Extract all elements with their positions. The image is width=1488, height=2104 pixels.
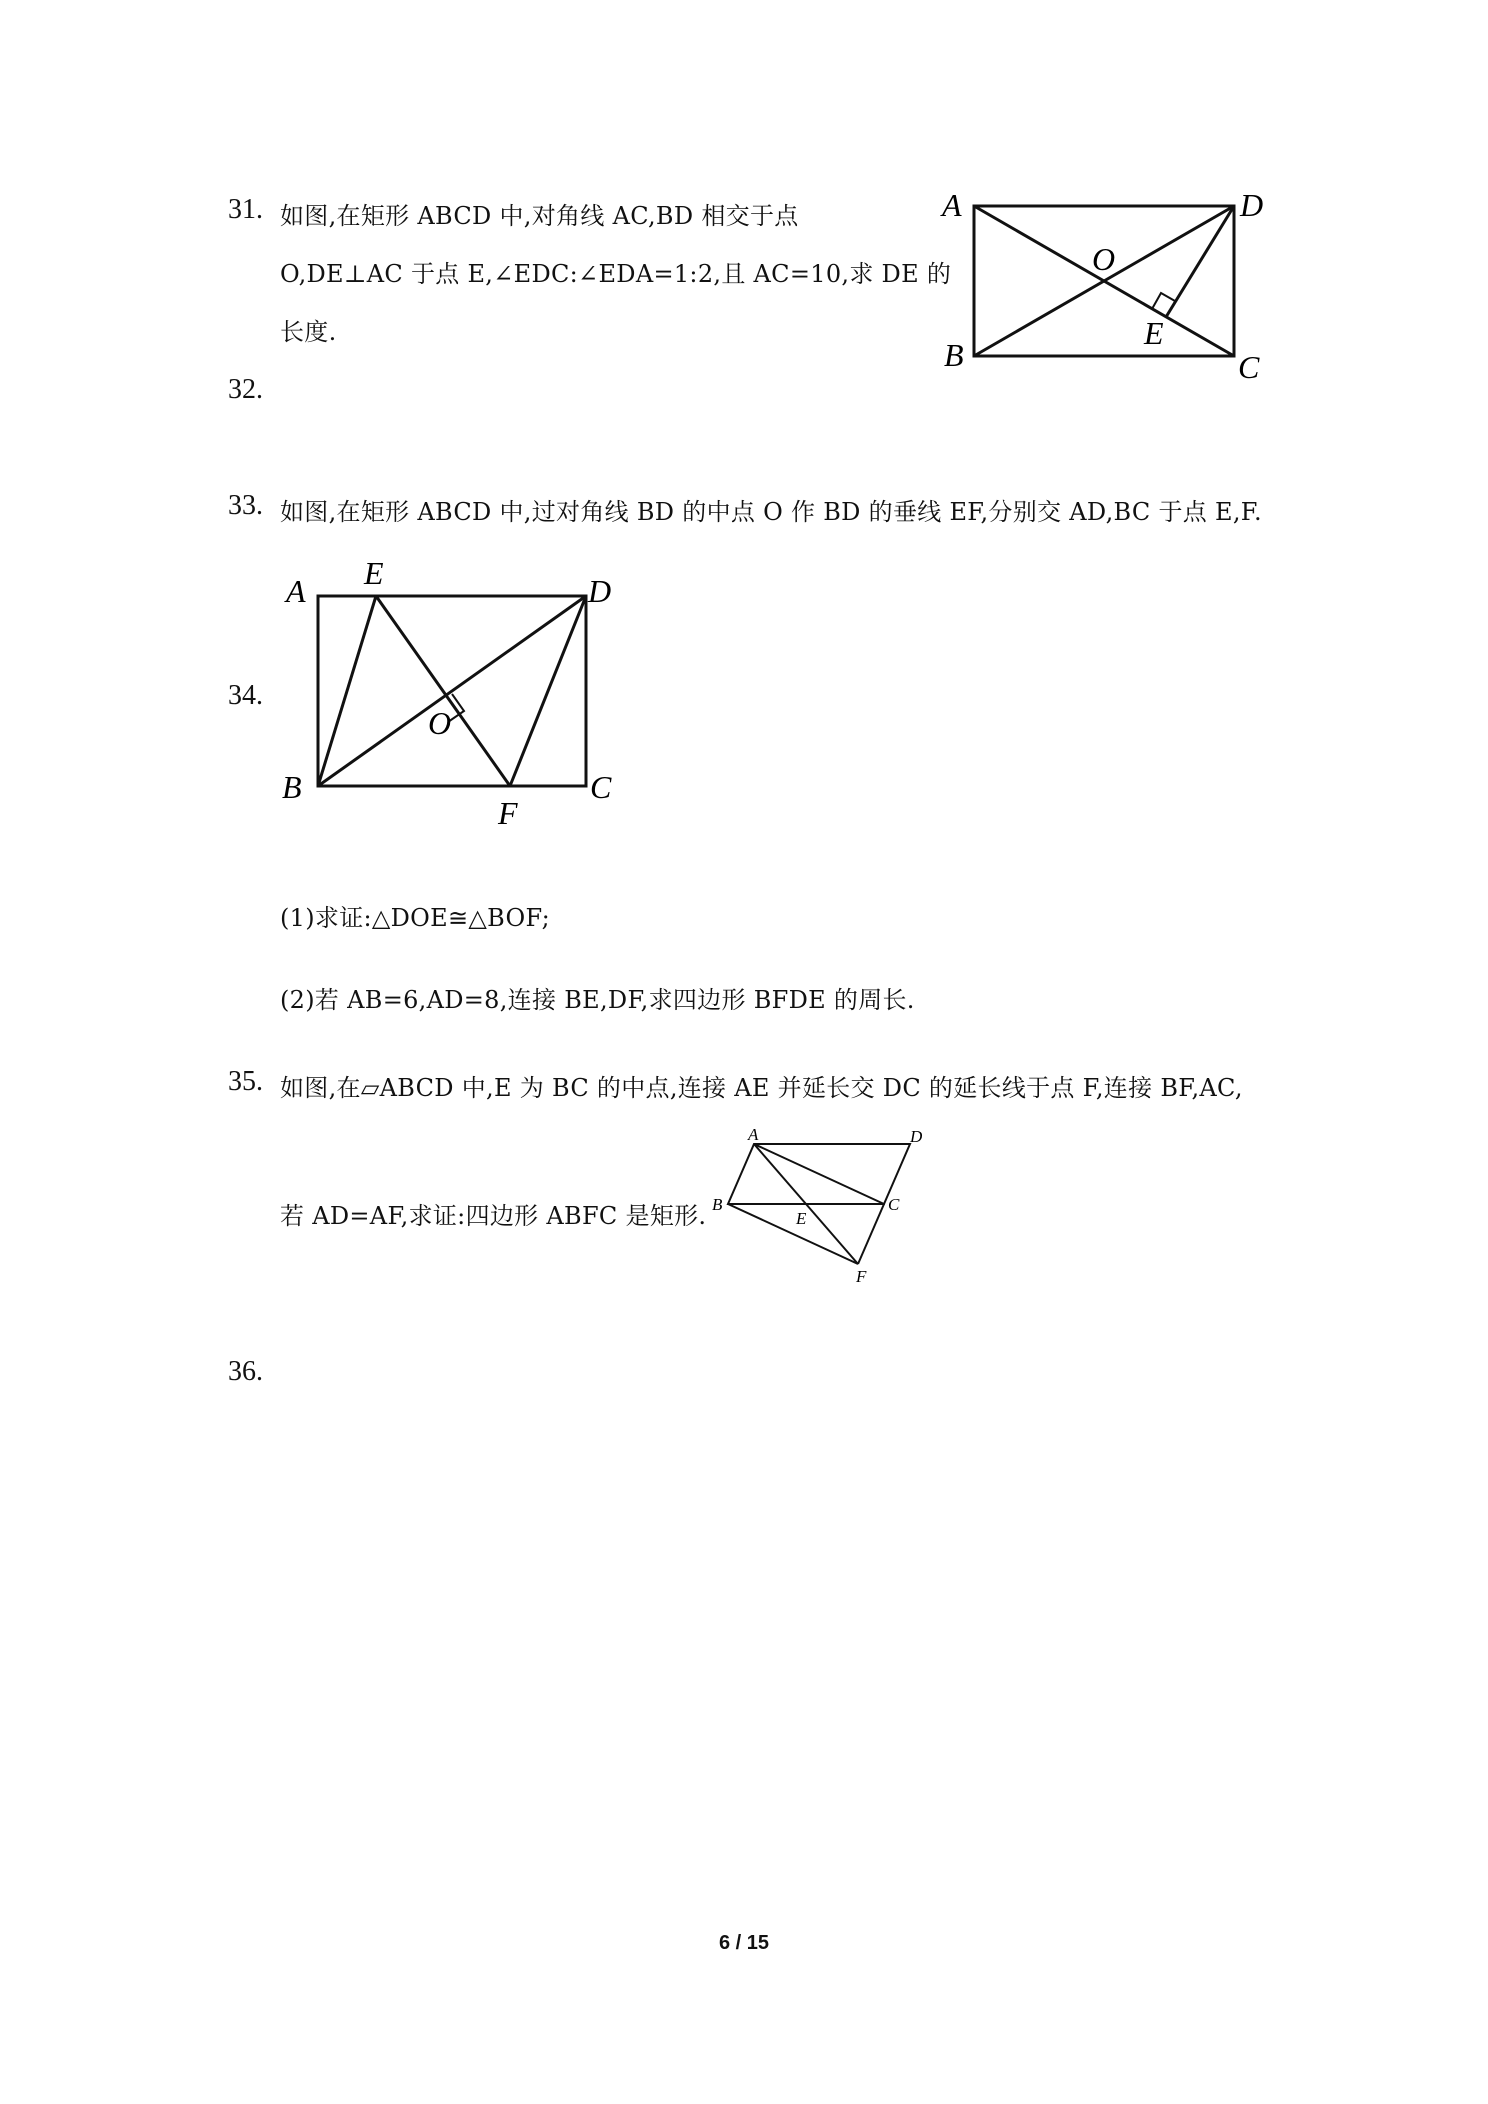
label-c: C bbox=[590, 769, 612, 805]
label-f: F bbox=[498, 795, 518, 831]
label-b: B bbox=[944, 337, 964, 373]
q31-text-line-3: 长度. bbox=[280, 318, 337, 346]
label-c: C bbox=[888, 1195, 900, 1214]
label-d: D bbox=[910, 1127, 923, 1146]
question-number-36: 36. bbox=[228, 1356, 263, 1387]
q31-text-line-2: O,DE⊥AC 于点 E,∠EDC:∠EDA=1:2,且 AC=10,求 DE 的 bbox=[280, 260, 952, 288]
q34-part-1: (1)求证:△DOE≅△BOF; bbox=[280, 904, 550, 932]
question-number-32: 32. bbox=[228, 374, 263, 405]
question-number-31: 31. bbox=[228, 194, 263, 225]
q34-part-2: (2)若 AB=6,AD=8,连接 BE,DF,求四边形 BFDE 的周长. bbox=[280, 986, 915, 1014]
label-b: B bbox=[712, 1195, 723, 1214]
label-o: O bbox=[1092, 241, 1116, 277]
label-d: D bbox=[588, 573, 612, 609]
label-d: D bbox=[1240, 187, 1264, 223]
diagonal-bd bbox=[318, 596, 586, 786]
label-a: A bbox=[942, 187, 962, 223]
label-f: F bbox=[856, 1267, 867, 1286]
segment-be bbox=[318, 596, 376, 786]
q31-text-line-1: 如图,在矩形 ABCD 中,对角线 AC,BD 相交于点 bbox=[280, 202, 799, 230]
question-number-33: 33. bbox=[228, 490, 263, 521]
q35-figure-parallelogram bbox=[710, 1126, 940, 1300]
q33-text-line-1: 如图,在矩形 ABCD 中,过对角线 BD 的中点 O 作 BD 的垂线 EF,分别交 AD,BC 于点 E,F. bbox=[280, 498, 1262, 526]
label-c: C bbox=[1238, 349, 1260, 385]
label-e: E bbox=[796, 1209, 807, 1228]
q35-text-line-2: 若 AD=AF,求证:四边形 ABFC 是矩形. bbox=[280, 1202, 707, 1230]
segment-ac bbox=[754, 1144, 884, 1204]
q35-text-line-1: 如图,在▱ABCD 中,E 为 BC 的中点,连接 AE 并延长交 DC 的延长线于点 F,连接 BF,AC, bbox=[280, 1074, 1243, 1102]
segment-bf bbox=[728, 1204, 858, 1264]
label-a: A bbox=[748, 1126, 759, 1144]
question-number-34: 34. bbox=[228, 680, 263, 711]
segment-cf bbox=[858, 1204, 884, 1264]
segment-ef bbox=[376, 596, 510, 786]
label-e: E bbox=[1144, 315, 1164, 351]
label-e: E bbox=[364, 555, 384, 591]
label-a: A bbox=[286, 573, 306, 609]
question-number-35: 35. bbox=[228, 1066, 263, 1097]
q31-figure-rectangle bbox=[930, 186, 1290, 390]
q34-figure-rectangle bbox=[276, 546, 636, 840]
label-o: O bbox=[428, 705, 452, 741]
label-b: B bbox=[282, 769, 302, 805]
segment-de bbox=[1166, 206, 1234, 317]
page-number: 6 / 15 bbox=[718, 1932, 770, 1954]
